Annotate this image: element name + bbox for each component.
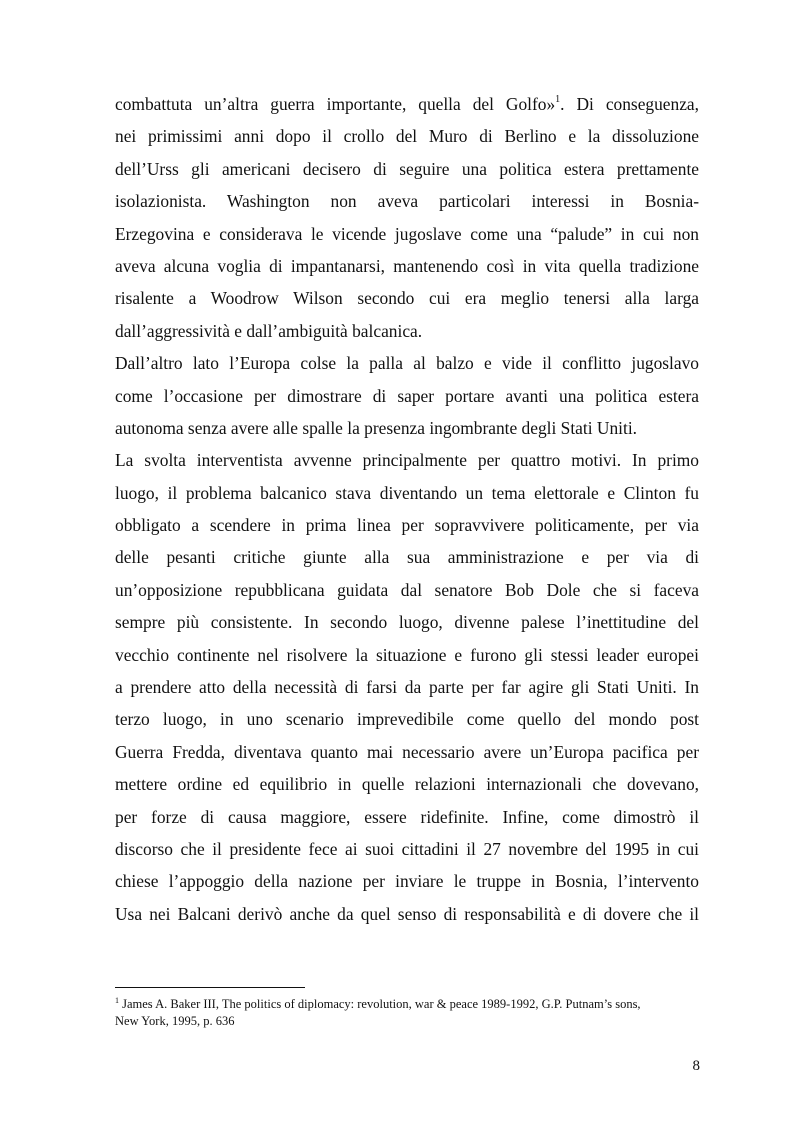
- text-line-17: sempre più consistente. In secondo luogo, divenne palese l’inettitudine del: [115, 612, 699, 633]
- text-line-23: per forze di causa maggiore, essere ridefinite. Infine, come dimostrò il: [115, 806, 699, 827]
- text-line-4: isolazionista. Washington non aveva particolari interessi in Bosnia-: [115, 191, 699, 212]
- text-line-24: discorso che il presidente fece ai suoi cittadini il 27 novembre del 1995 in cui: [115, 838, 699, 859]
- body-text: [115, 88, 699, 930]
- text-line-2: nei primissimi anni dopo il crollo del Muro di Berlino e la dissoluzione: [115, 126, 699, 147]
- text-line-9: Dall’altro lato l’Europa colse la palla al balzo e vide il conflitto jugoslavo: [115, 353, 699, 374]
- footnote-line-1: [115, 996, 699, 1013]
- footnote-line-2: New York, 1995, p. 636: [115, 1014, 235, 1028]
- text-line-10: come l’occasione per dimostrare di saper portare avanti una politica estera: [115, 385, 699, 406]
- text-line-19: a prendere atto della necessità di farsi da parte per far agire gli Stati Uniti. In: [115, 677, 699, 698]
- footnote-reference: 1: [555, 94, 561, 105]
- text-line-20: terzo luogo, in uno scenario imprevedibile come quello del mondo post: [115, 709, 699, 730]
- page-number: 8: [692, 1058, 700, 1074]
- text-line-1-head: combattuta un’altra guerra importante, quella del Golfo»: [115, 94, 556, 114]
- footnote-marker: 1: [115, 996, 119, 1005]
- footnote-text-1: James A. Baker III, The politics of diplomacy: revolution, war & peace 1989-1992, G.P. Putnam’s sons,: [119, 997, 641, 1011]
- text-line-14: obbligato a scendere in prima linea per sopravvivere politicamente, per via: [115, 515, 699, 536]
- text-line-16: un’opposizione repubblicana guidata dal senatore Bob Dole che si faceva: [115, 579, 699, 600]
- text-line-26: Usa nei Balcani derivò anche da quel senso di responsabilità e di dovere che il: [115, 903, 699, 924]
- text-line-21: Guerra Fredda, diventava quanto mai necessario avere un’Europa pacifica per: [115, 741, 699, 762]
- text-line-3: dell’Urss gli americani decisero di seguire una politica estera prettamente: [115, 158, 699, 179]
- text-line-1-tail: . Di conseguenza,: [560, 94, 700, 114]
- text-line-11: autonoma senza avere alle spalle la presenza ingombrante degli Stati Uniti.: [115, 417, 638, 438]
- text-line-7: risalente a Woodrow Wilson secondo cui era meglio tenersi alla larga: [115, 288, 699, 309]
- text-line-6: aveva alcuna voglia di impantanarsi, mantenendo così in vita quella tradizione: [115, 255, 699, 276]
- text-line-15: delle pesanti critiche giunte alla sua amministrazione e per via di: [115, 547, 699, 568]
- text-line-22: mettere ordine ed equilibrio in quelle relazioni internazionali che dovevano,: [115, 774, 699, 795]
- text-line-8: dall’aggressività e dall’ambiguità balcanica.: [115, 320, 423, 341]
- footnote: [115, 996, 699, 1030]
- text-line-25: chiese l’appoggio della nazione per inviare le truppe in Bosnia, l’intervento: [115, 871, 699, 892]
- footnote-separator: [115, 987, 305, 988]
- text-line-18: vecchio continente nel risolvere la situazione e furono gli stessi leader europei: [115, 644, 699, 665]
- text-line-5: Erzegovina e considerava le vicende jugoslave come una “palude” in cui non: [115, 223, 699, 244]
- text-line-12: La svolta interventista avvenne principalmente per quattro motivi. In primo: [115, 450, 699, 471]
- text-line-13: luogo, il problema balcanico stava diventando un tema elettorale e Clinton fu: [115, 482, 699, 503]
- text-line-1: [115, 88, 699, 120]
